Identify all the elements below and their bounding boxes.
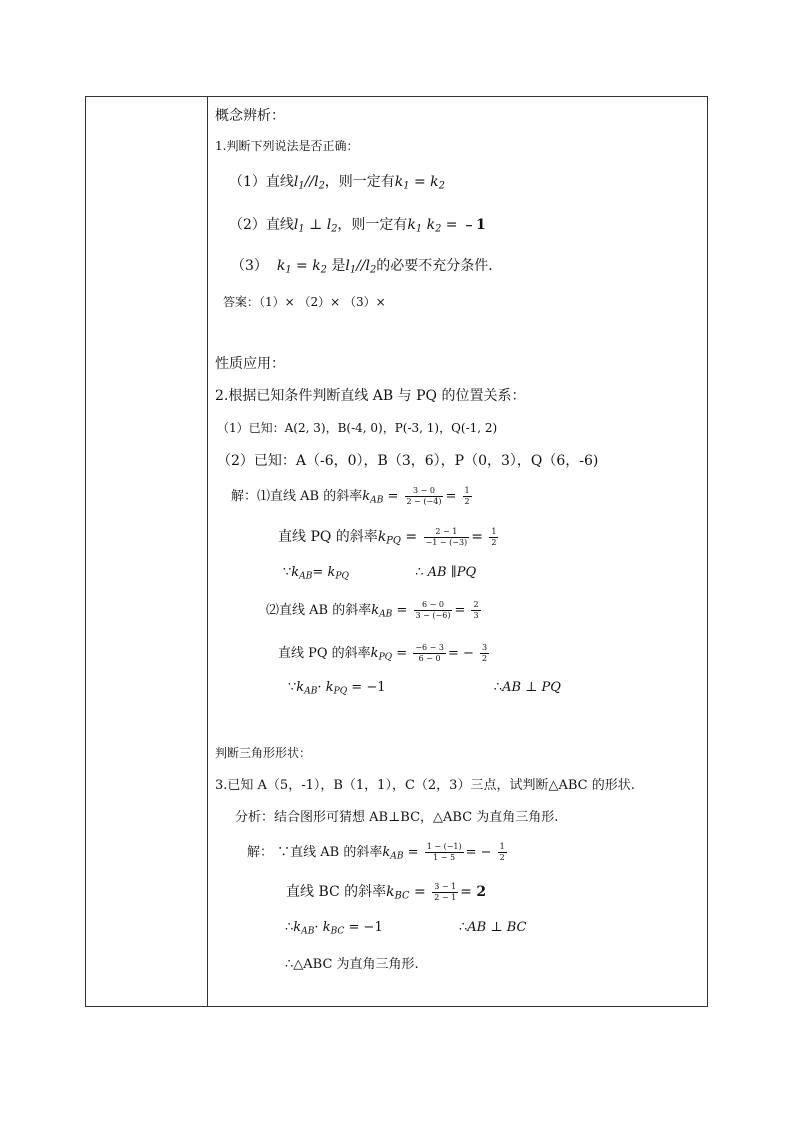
concept-heading: 概念辨析： [215, 108, 285, 124]
solution-2-kpq: 直线 PQ 的斜率$k_{PQ}$ = $\frac{-6 - 3}{6 - 0}$ = − $\frac{3}{2}$ [278, 643, 488, 663]
statement-1: （1）直线$l_1//l_2$，则一定有$k_1 = k_2$ [229, 174, 445, 192]
fraction-kab-1-result: $\frac{1}{2}$ [464, 486, 470, 506]
solution-2-conclusion: $\because k_{AB}\cdot k_{PQ} = -1$ ∴AB ⊥ PQ [288, 680, 561, 697]
analysis-line: 分析：结合图形可猜想 AB⊥BC，△ABC 为直角三角形. [235, 810, 559, 825]
triangle-heading: 判断三角形形状： [215, 746, 312, 760]
fraction-kab-2: $\frac{6 - 0}{3 - (-6)}$ [415, 600, 451, 620]
statement-3: （3） $k_1 = k_2$ 是$l_1//l_2$的必要不充分条件. [231, 258, 493, 276]
solution-3-kab: 解： ∵直线 AB 的斜率$k_{AB}$ = $\frac{1 - (-1)}{1 - 5}$ = − $\frac{1}{2}$ [247, 842, 505, 862]
question-3: 3.已知 A（5，-1），B（1，1），C（2，3）三点，试判断△ABC 的形状. [215, 778, 635, 793]
solution-1-kpq: 直线 PQ 的斜率$k_{PQ}$ = $\frac{2 - 1}{-1 - (-3)}$ = $\frac{1}{2}$ [278, 526, 497, 547]
property-heading: 性质应用： [215, 356, 285, 372]
fraction-kab-3: $\frac{1 - (-1)}{1 - 5}$ [426, 842, 462, 862]
solution-3-product: $\therefore k_{AB}\cdot k_{BC} = -1$ ∴AB ⊥ BC [285, 920, 527, 937]
fraction-kpq-1: $\frac{2 - 1}{-1 - (-3)}$ [425, 526, 468, 547]
question-2: 2.根据已知条件判断直线 AB 与 PQ 的位置关系： [215, 388, 526, 404]
statement-2: （2）直线$l_1$ ⊥ $l_2$，则一定有$k_1$ $k_2$ = ﹣1 [229, 217, 486, 235]
fraction-kab-2-result: $\frac{2}{3}$ [473, 600, 479, 620]
solution-2-kab: ⑵直线 AB 的斜率$k_{AB}$ = $\frac{6 - 0}{3 - (-6)}$ = $\frac{2}{3}$ [266, 600, 479, 620]
fraction-kpq-2-result: $\frac{3}{2}$ [482, 643, 488, 663]
fraction-kab-1: $\frac{3 - 0}{2 - (-4)}$ [406, 486, 442, 506]
solution-3-conclusion: ∴△ABC 为直角三角形. [285, 957, 419, 972]
fraction-kpq-2: $\frac{-6 - 3}{6 - 0}$ [415, 643, 444, 663]
solution-1-conclusion: $\because k_{AB}= k_{PQ}$ ∴ AB ∥PQ [283, 565, 477, 582]
fraction-kpq-1-result: $\frac{1}{2}$ [491, 526, 497, 547]
given-2: （2）已知：A（-6，0），B（3，6），P（0，3），Q（6，-6) [217, 453, 599, 469]
question-1: 1.判断下列说法是否正确： [215, 139, 359, 153]
solution-1-kab: 解：⑴直线 AB 的斜率$k_{AB}$ = $\frac{3 - 0}{2 - (-4)}$ = $\frac{1}{2}$ [231, 486, 470, 506]
fraction-kab-3-result: $\frac{1}{2}$ [499, 842, 505, 862]
answer-line: 答案：（1）× （2）× （3）× [223, 295, 386, 309]
left-column-empty [86, 97, 208, 1006]
solution-3-kbc: 直线 BC 的斜率$k_{BC}$ = $\frac{3 - 1}{2 - 1}$ = 2 [286, 881, 487, 902]
fraction-kbc: $\frac{3 - 1}{2 - 1}$ [434, 881, 457, 902]
given-1: （1）已知：A(2, 3)，B(-4, 0)，P(-3, 1)，Q(-1, 2) [217, 421, 498, 435]
content-table [85, 96, 708, 1007]
